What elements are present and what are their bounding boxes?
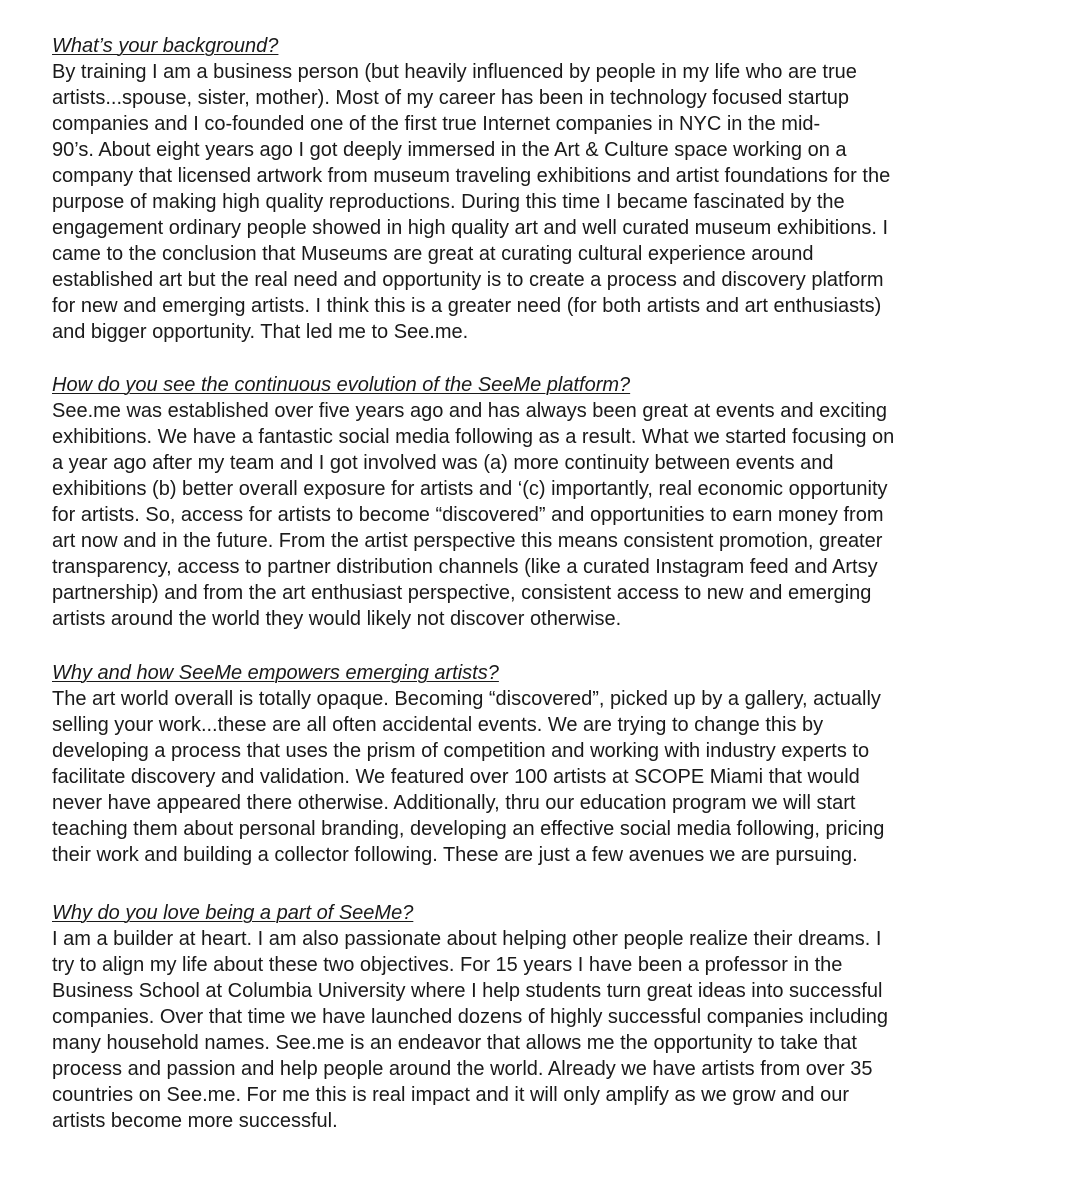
paragraph-line: See.me was established over five years ago and has always been great at events and exciting <box>52 400 887 422</box>
paragraph-line: established art but the real need and opportunity is to create a process and discovery platform <box>52 269 884 291</box>
paragraph-line: their work and building a collector following. These are just a few avenues we are pursuing. <box>52 844 858 866</box>
paragraph-line: many household names. See.me is an endeavor that allows me the opportunity to take that <box>52 1032 857 1054</box>
paragraph-line: a year ago after my team and I got involved was (a) more continuity between events and <box>52 452 834 474</box>
paragraph-line: facilitate discovery and validation. We featured over 100 artists at SCOPE Miami that would <box>52 766 860 788</box>
section-empowers-artists <box>52 660 1052 868</box>
paragraph-line: countries on See.me. For me this is real impact and it will only amplify as we grow and our <box>52 1084 850 1106</box>
paragraph-line: artists...spouse, sister, mother). Most of my career has been in technology focused startup <box>52 87 850 109</box>
paragraph-line: artists become more successful. <box>52 1110 338 1132</box>
paragraph-line: The art world overall is totally opaque. Becoming “discovered”, picked up by a gallery, actually <box>52 688 881 710</box>
paragraph-line: Business School at Columbia University where I help students turn great ideas into successful <box>52 980 883 1002</box>
paragraph-line: for new and emerging artists. I think this is a greater need (for both artists and art enthusiasts) <box>52 295 882 317</box>
section-heading: How do you see the continuous evolution of the SeeMe platform? <box>52 374 631 396</box>
paragraph-line: By training I am a business person (but heavily influenced by people in my life who are true <box>52 61 857 83</box>
paragraph-line: 90’s. About eight years ago I got deeply immersed in the Art & Culture space working on a <box>52 139 847 161</box>
paragraph-line: try to align my life about these two objectives. For 15 years I have been a professor in the <box>52 954 843 976</box>
paragraph-line: process and passion and help people around the world. Already we have artists from over 35 <box>52 1058 873 1080</box>
section-heading: Why do you love being a part of SeeMe? <box>52 902 414 924</box>
paragraph-line: companies. Over that time we have launched dozens of highly successful companies including <box>52 1006 889 1028</box>
paragraph-line: and bigger opportunity. That led me to See.me. <box>52 321 469 343</box>
section-heading: What’s your background? <box>52 35 279 57</box>
paragraph-line: teaching them about personal branding, developing an effective social media following, pricing <box>52 818 885 840</box>
section-love-seeme <box>52 900 1052 1134</box>
paragraph-line: came to the conclusion that Museums are great at curating cultural experience around <box>52 243 814 265</box>
paragraph-line: I am a builder at heart. I am also passionate about helping other people realize their dreams. I <box>52 928 882 950</box>
section-platform-evolution <box>52 372 1052 632</box>
section-heading: Why and how SeeMe empowers emerging artists? <box>52 662 499 684</box>
paragraph-line: artists around the world they would likely not discover otherwise. <box>52 608 622 630</box>
paragraph-line: selling your work...these are all often accidental events. We are trying to change this by <box>52 714 824 736</box>
paragraph-line: for artists. So, access for artists to become “discovered” and opportunities to earn money from <box>52 504 884 526</box>
paragraph-line: purpose of making high quality reproductions. During this time I became fascinated by the <box>52 191 845 213</box>
paragraph-line: art now and in the future. From the artist perspective this means consistent promotion, greater <box>52 530 883 552</box>
paragraph-line: company that licensed artwork from museum traveling exhibitions and artist foundations for the <box>52 165 891 187</box>
paragraph-line: exhibitions. We have a fantastic social media following as a result. What we started focusing on <box>52 426 895 448</box>
paragraph-line: transparency, access to partner distribution channels (like a curated Instagram feed and Artsy <box>52 556 878 578</box>
paragraph-line: partnership) and from the art enthusiast perspective, consistent access to new and emerging <box>52 582 872 604</box>
paragraph-line: companies and I co-founded one of the first true Internet companies in NYC in the mid- <box>52 113 821 135</box>
paragraph-line: engagement ordinary people showed in high quality art and well curated museum exhibitions. I <box>52 217 889 239</box>
paragraph-line: never have appeared there otherwise. Additionally, thru our education program we will start <box>52 792 856 814</box>
paragraph-line: exhibitions (b) better overall exposure for artists and ‘(c) importantly, real economic opportunity <box>52 478 888 500</box>
paragraph-line: developing a process that uses the prism of competition and working with industry experts to <box>52 740 870 762</box>
section-background <box>52 33 1052 345</box>
